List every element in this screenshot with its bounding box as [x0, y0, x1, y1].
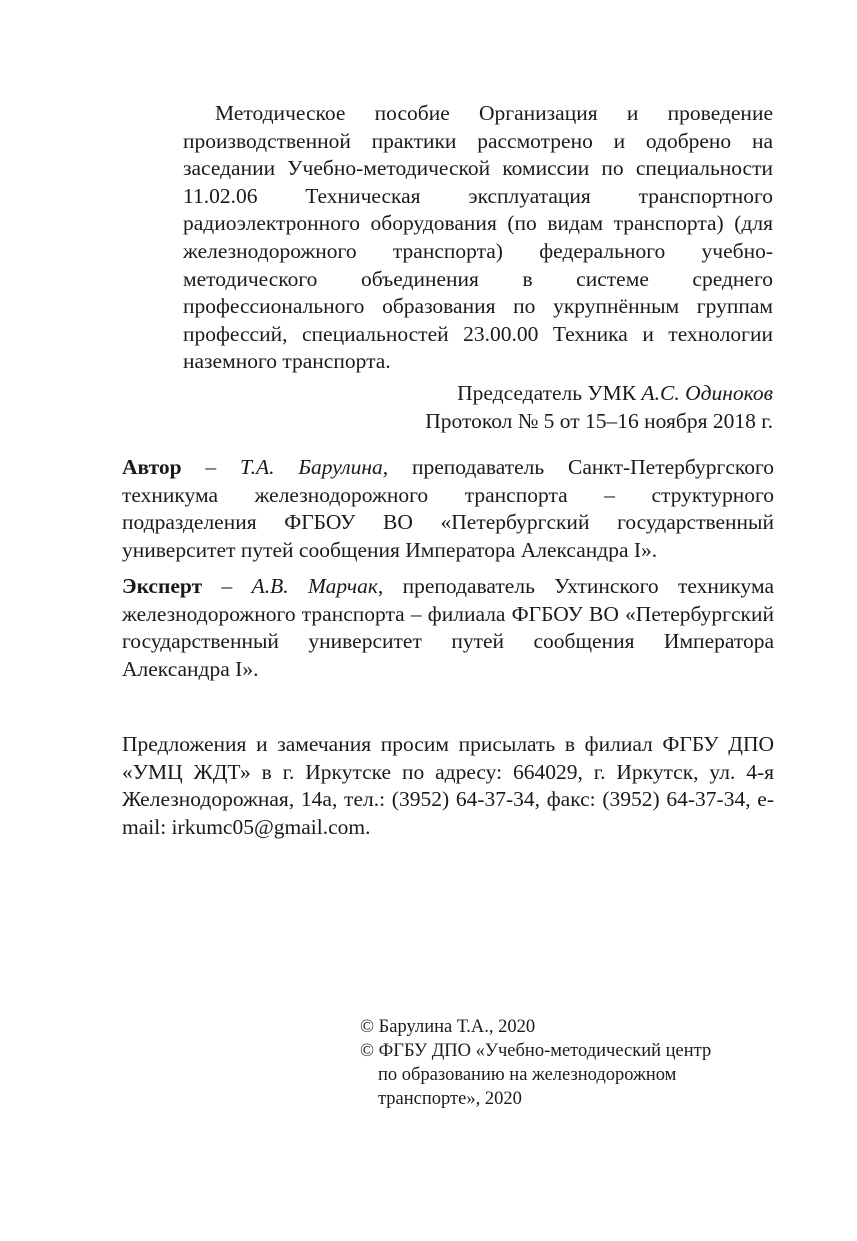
approval-paragraph	[183, 100, 773, 376]
copyright-block	[360, 1015, 780, 1111]
author-dash: –	[181, 455, 241, 479]
author-label: Автор	[122, 455, 182, 479]
author-name: Т.А. Барулина	[240, 455, 383, 479]
expert-name: А.В. Марчак	[251, 574, 378, 598]
author-paragraph	[122, 454, 774, 564]
chair-name: А.С. Одиноков	[641, 381, 773, 405]
expert-description: , преподаватель Ухтинского техникума железнодорожного транспорта – филиала ФГБОУ ВО «Петербургский государственный университет путей сообщения Императора Александра I».	[122, 574, 774, 681]
copyright-author: © Барулина Т.А., 2020	[360, 1017, 536, 1037]
copyright-organization: © ФГБУ ДПО «Учебно-методический центр	[360, 1041, 712, 1061]
chair-prefix: Председатель УМК	[457, 381, 642, 405]
chair-line	[213, 380, 773, 408]
approval-text: Методическое пособие Организация и проведение производственной практики рассмотрено и одобрено на заседании Учебно-методической комиссии по специальности 11.02.06 Техническая эксплуатация транспортного радиоэлектронного оборудования (по видам транспорта) (для железнодорожного транспорта) федерального учебно-методического объединения в системе среднего профессионального образования по укрупнённым группам профессий, специальностей 23.00.00 Техника и технологии наземного транспорта.	[183, 101, 773, 374]
copyright-organization-cont1: по образованию на железнодорожном	[378, 1065, 677, 1085]
author-description: , преподаватель Санкт-Петербургского техникума железнодорожного транспорта – структурного подразделения ФГБОУ ВО «Петербургский государственный университет путей сообщения Императора Александра I».	[122, 455, 775, 562]
approval-signature	[213, 380, 773, 435]
expert-dash: –	[202, 574, 252, 598]
copyright-organization-cont2: транспорте», 2020	[378, 1089, 522, 1109]
contacts-paragraph: Предложения и замечания просим присылать в филиал ФГБУ ДПО «УМЦ ЖДТ» в г. Иркутске по адресу: 664029, г. Иркутск, ул. 4-я Железнодорожная, 14а, тел.: (3952) 64-37-34, факс: (3952) 64-37-34, e-mail: irkumc05@gmail.com.	[122, 732, 774, 839]
expert-paragraph	[122, 573, 774, 683]
protocol-line: Протокол № 5 от 15–16 ноября 2018 г.	[425, 408, 773, 433]
expert-label: Эксперт	[122, 574, 203, 598]
